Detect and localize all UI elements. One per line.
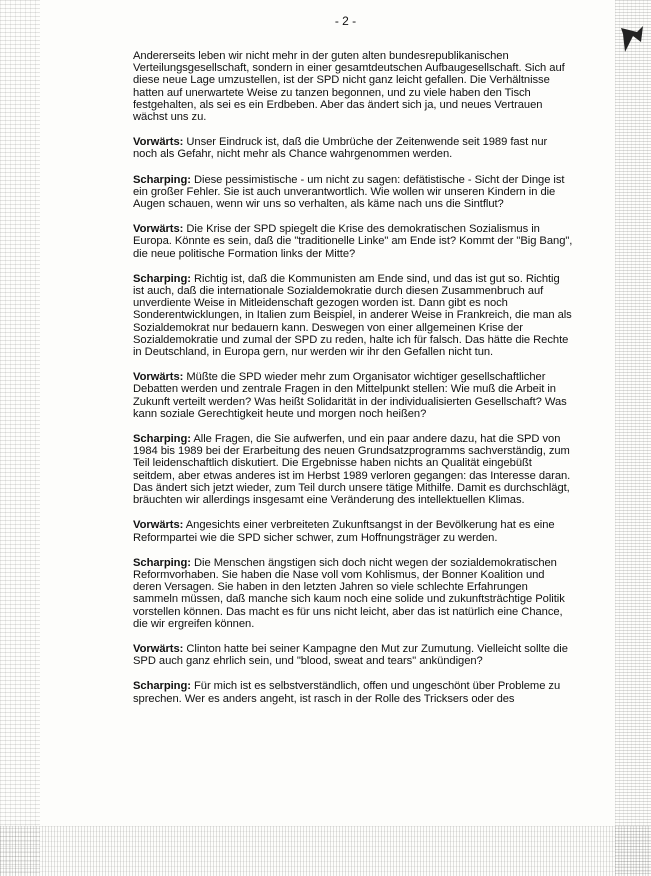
interview-text <box>133 50 573 718</box>
paragraph <box>133 433 573 506</box>
paragraph <box>133 557 573 630</box>
scan-noise-right-edge <box>615 0 651 876</box>
speaker-label: Scharping: <box>133 680 191 693</box>
paragraph-text: Angesichts einer verbreiteten Zukunftsangst in der Bevölkerung hat es eine Reformpartei wie die SPD sicher schwer, zum Hoffnungsträger zu werden. <box>133 519 555 544</box>
staple-mark-icon <box>619 22 645 62</box>
speaker-label: Vorwärts: <box>133 136 184 149</box>
paragraph-text: Richtig ist, daß die Kommunisten am Ende sind, und das ist gut so. Richtig ist auch, daß die internationale Sozialdemokratie durch diesen Zusammenbruch auf unverdiente Weise in Mitleidenschaft gezogen worden ist. Dann gibt es noch Sonderentwicklungen, in Italien zum Beispiel, in anderer Weise in Frankreich, die man als Sozialdemokrat nur bedauern kann. Deswegen von einer allgemeinen Krise der Sozialdemokratie und zumal der SPD zu reden, halte ich für falsch. Das hätte die Rechte in Deutschland, in Europa gern, nur werden wir ihr den Gefallen nicht tun. <box>133 272 572 359</box>
speaker-label: Vorwärts: <box>133 519 184 532</box>
paragraph-text: Diese pessimistische - um nicht zu sagen: defätistische - Sicht der Dinge ist ein großer Fehler. Sie ist auch unverantwortlich. Wie wollen wir unseren Kindern in die Augen schauen, wenn wir uns so verhalten, als käme nach uns die Sintflut? <box>133 173 565 211</box>
paragraph-text: Die Menschen ängstigen sich doch nicht wegen der sozialdemokratischen Reformvorhaben. Sie haben die Nase voll vom Kohlismus, der Bonner Koalition und deren Versagen. Sie haben in den letzten Jahren so viele schlechte Erfahrungen sammeln müssen, daß manche sich kaum noch eine solide und zukunftsträchtige Politik vorstellen können. Das macht es für uns nicht leicht, aber das ist natürlich eine Chance, die wir ergreifen können. <box>133 556 565 630</box>
page-number: - 2 - <box>334 14 357 28</box>
paragraph <box>133 174 573 211</box>
paragraph-text: Unser Eindruck ist, daß die Umbrüche der Zeitenwende seit 1989 fast nur noch als Gefahr, nicht mehr als Chance wahrgenommen werden. <box>133 136 548 161</box>
paragraph-text: Clinton hatte bei seiner Kampagne den Mut zur Zumutung. Vielleicht sollte die SPD auch ganz ehrlich sein, und "blood, sweat and tears" ankündigen? <box>133 642 568 668</box>
scan-noise-bottom-edge <box>0 826 651 876</box>
paragraph <box>133 50 573 123</box>
speaker-label: Scharping: <box>133 556 191 569</box>
scan-noise-left-edge <box>0 0 40 876</box>
speaker-label: Vorwärts: <box>133 223 184 236</box>
paragraph <box>133 643 573 667</box>
paragraph-text: Alle Fragen, die Sie aufwerfen, und ein paar andere dazu, hat die SPD von 1984 bis 1989 bei der Erarbeitung des neuen Grundsatzprogramms sachverständig, zum Teil leidenschaftlich diskutiert. Die Ergebnisse haben nichts an Qualität eingebüßt seitdem, aber etwas anderes ist im Herbst 1989 verloren gegangen: das Interesse daran. Das ändert sich jetzt wieder, zum Teil durch unsere tätige Mithilfe. Damit es durchschlägt, bräuchten wir allerdings insgesamt eine Veränderung des intellektuellen Klimas. <box>133 433 571 507</box>
speaker-label: Scharping: <box>133 272 191 285</box>
paragraph <box>133 519 573 543</box>
paragraph <box>133 680 573 704</box>
paragraph <box>133 273 573 358</box>
paragraph <box>133 223 573 260</box>
paragraph <box>133 136 573 160</box>
paragraph-text: Die Krise der SPD spiegelt die Krise des demokratischen Sozialismus in Europa. Könnte es sein, daß die "traditionelle Linke" am Ende ist? Kommt der "Big Bang", die neue politische Formation links der Mitte? <box>133 223 573 260</box>
speaker-label: Vorwärts: <box>133 371 184 384</box>
paragraph <box>133 371 573 420</box>
paragraph-text: Andererseits leben wir nicht mehr in der guten alten bundesrepublikanischen Verteilungsgesellschaft, sondern in einer gesamtdeutschen Aufbaugesellschaft. Sich auf diese neue Lage umzustellen, ist der SPD nicht ganz leicht gefallen. Die Verhältnisse hatten auf unerwartete Weise zu tanzen begonnen, und zu viele haben den Tisch festgehalten, als sei es ein Erdbeben. Aber das ändert sich ja, und neues Vertrauen wächst uns zu. <box>133 50 565 124</box>
speaker-label: Scharping: <box>133 173 191 186</box>
speaker-label: Vorwärts: <box>133 642 184 655</box>
paragraph-text: Für mich ist es selbstverständlich, offen und ungeschönt über Probleme zu sprechen. Wer es anders angeht, ist rasch in der Rolle des Tricksers oder des <box>133 680 561 705</box>
paragraph-text: Müßte die SPD wieder mehr zum Organisator wichtiger gesellschaftlicher Debatten werden und zentrale Fragen in den Mittelpunkt stellen: Wie muß die Arbeit in Zukunft verteilt werden? Was heißt Solidarität in der individualisierten Gesellschaft? Was kann soziale Gerechtigkeit heute und morgen noch heißen? <box>133 371 567 420</box>
speaker-label: Scharping: <box>133 433 191 446</box>
